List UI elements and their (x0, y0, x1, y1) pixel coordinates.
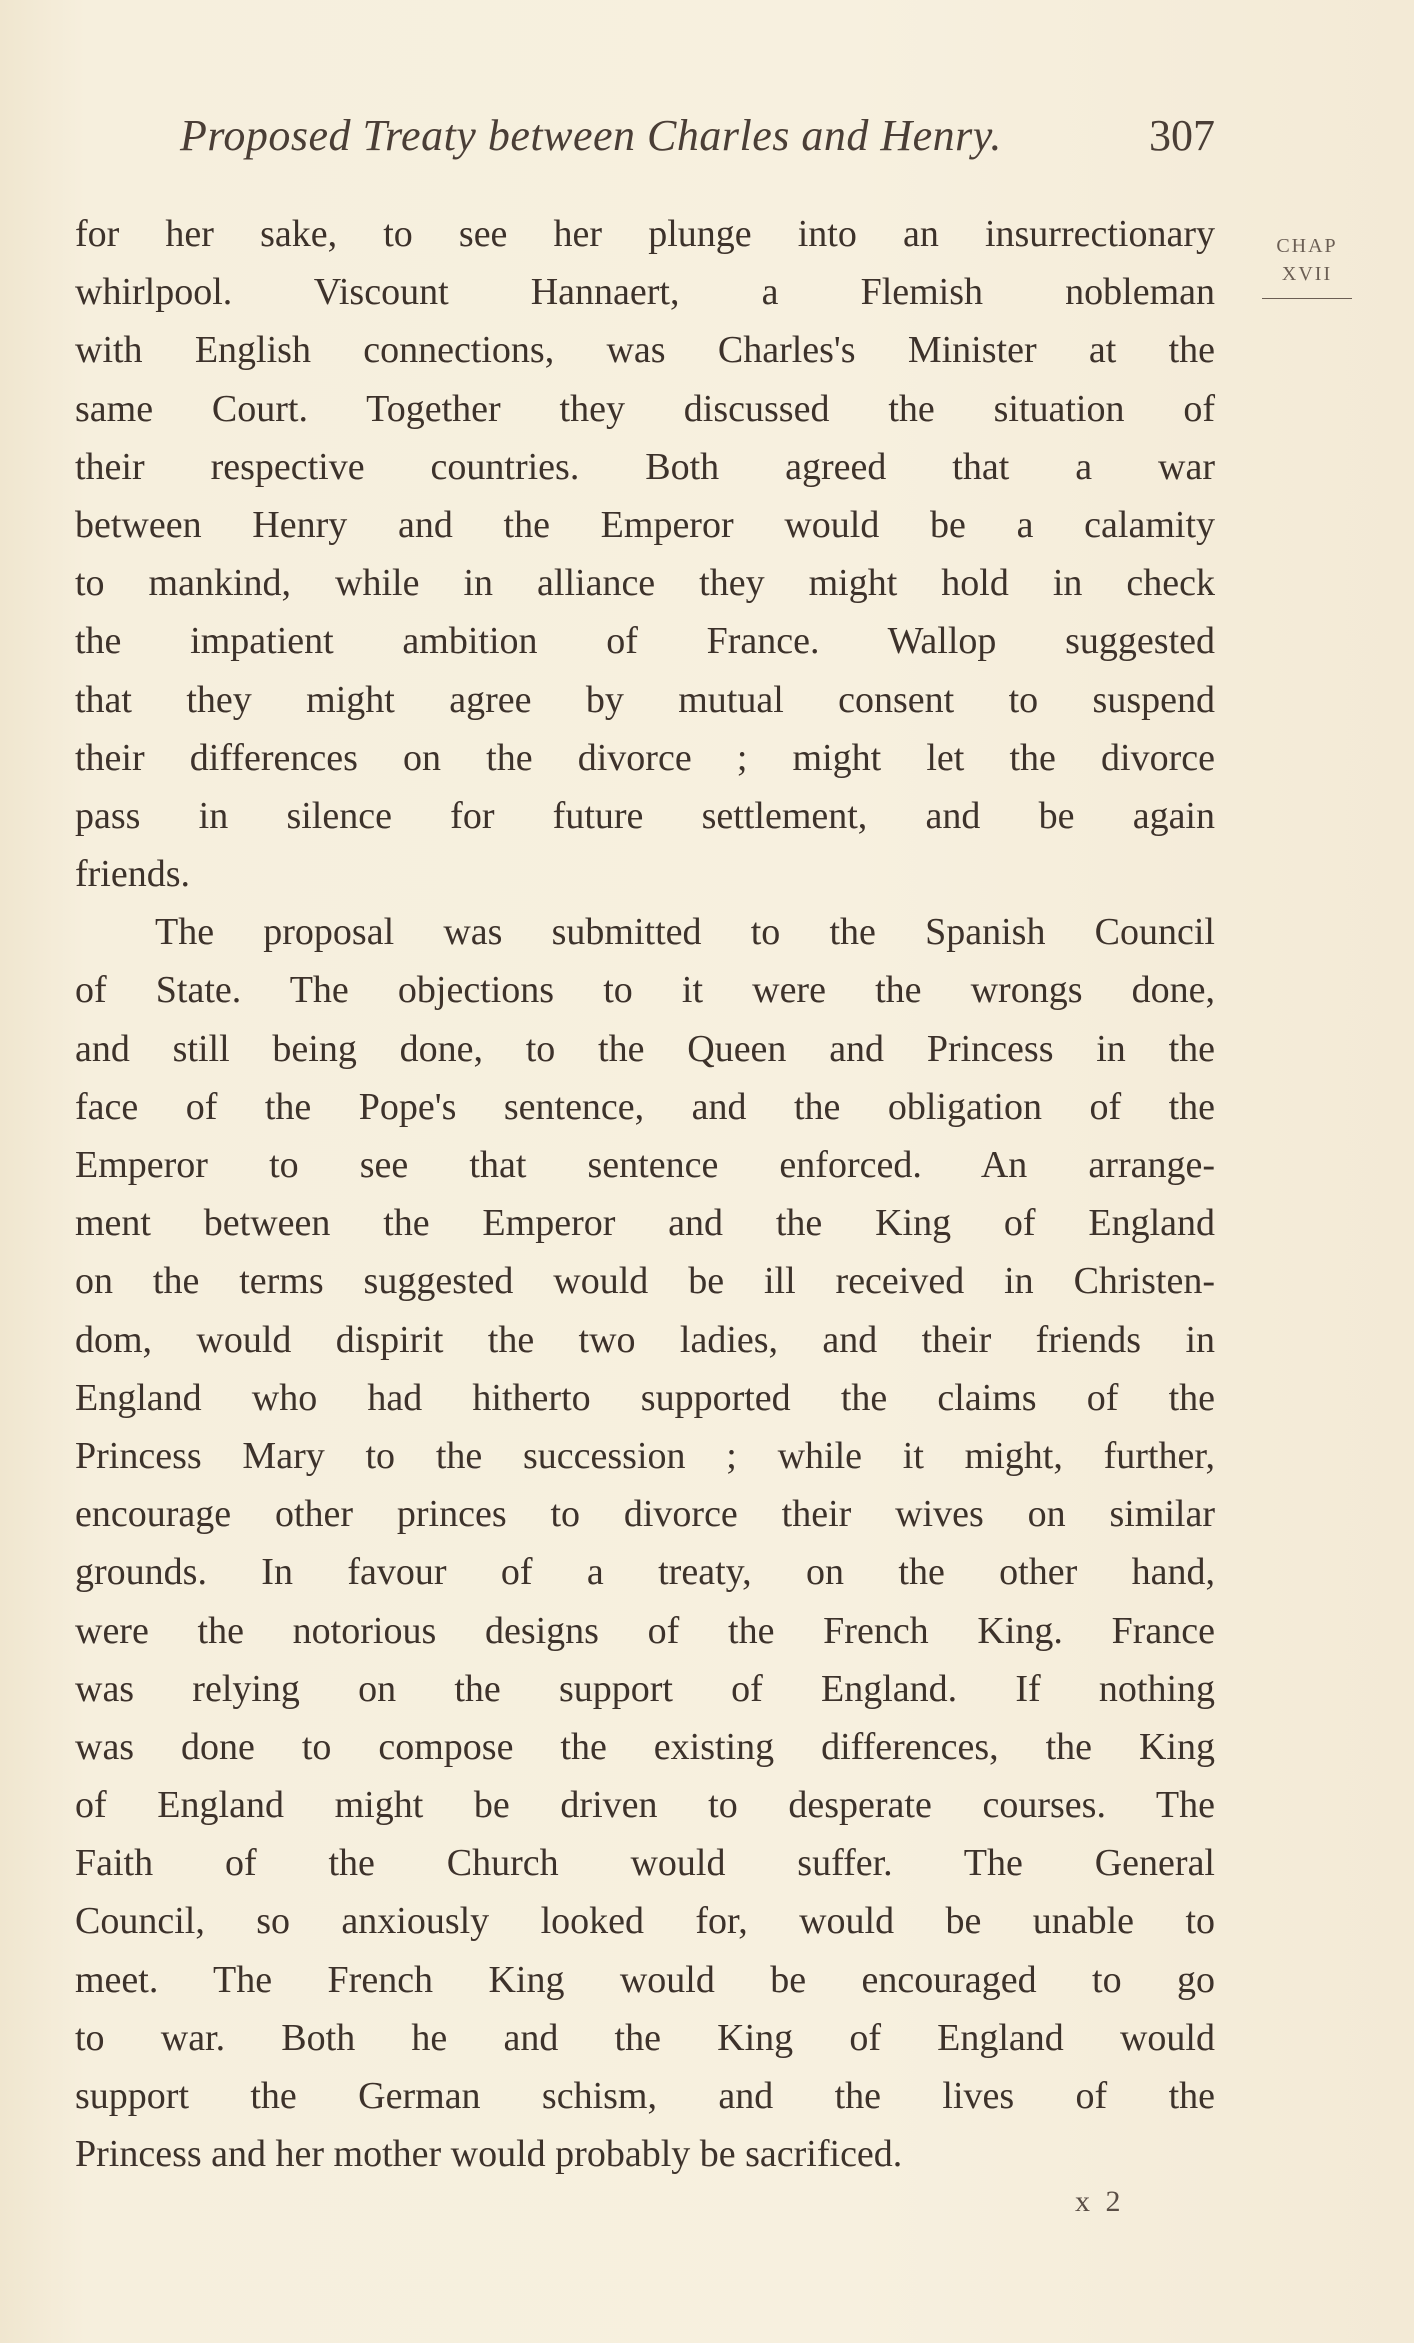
text-line: with English connections, was Charles's Minister at the (75, 329, 1215, 372)
text-line: same Court. Together they discussed the situation of (75, 387, 1215, 430)
text-line: support the German schism, and the lives of the (75, 2075, 1215, 2117)
text-line: Emperor to see that sentence enforced. An arrange- (75, 1144, 1215, 1186)
text-line: England who had hitherto supported the claims of the (75, 1376, 1215, 1419)
running-head (75, 110, 1215, 170)
chapter-margin-note (1262, 232, 1352, 299)
text-line: that they might agree by mutual consent to suspend (75, 678, 1215, 721)
text-line: meet. The French King would be encouraged to go (75, 1958, 1215, 2001)
chapter-number: XVII (1281, 263, 1333, 285)
text-line: of England might be driven to desperate courses. The (75, 1784, 1215, 1827)
body-text (75, 205, 1215, 2183)
running-title: Proposed Treaty between Charles and Henry. (180, 111, 1002, 160)
text-line: grounds. In favour of a treaty, on the other hand, (75, 1551, 1215, 1594)
signature-mark: x 2 (1075, 2185, 1125, 2218)
text-line: friends. (75, 853, 191, 896)
text-line: encourage other princes to divorce their wives on similar (75, 1493, 1215, 1536)
text-line: were the notorious designs of the French King. France (75, 1609, 1215, 1652)
text-line: ment between the Emperor and the King of England (75, 1202, 1215, 1245)
text-line: pass in silence for future settlement, and be again (75, 794, 1215, 837)
text-line: their respective countries. Both agreed that a war (75, 445, 1215, 488)
chapter-label: CHAP (1276, 235, 1338, 257)
text-line: was relying on the support of England. If nothing (75, 1667, 1215, 1710)
text-line: the impatient ambition of France. Wallop suggested (75, 620, 1215, 663)
text-line: Council, so anxiously looked for, would be unable to (75, 1900, 1215, 1943)
text-line: dom, would dispirit the two ladies, and their friends in (75, 1318, 1215, 1361)
page-number: 307 (1149, 111, 1215, 160)
text-line: to mankind, while in alliance they might hold in check (75, 562, 1215, 605)
text-line: their differences on the divorce ; might let the divorce (75, 736, 1215, 779)
text-line: and still being done, to the Queen and Princess in the (75, 1027, 1215, 1070)
text-line: to war. Both he and the King of England would (75, 2016, 1215, 2059)
text-line: whirlpool. Viscount Hannaert, a Flemish nobleman (75, 271, 1215, 314)
text-line: on the terms suggested would be ill received in Christen- (75, 1260, 1215, 1303)
text-line: The proposal was submitted to the Spanish Council (155, 911, 1215, 954)
text-line: face of the Pope's sentence, and the obligation of the (75, 1085, 1215, 1128)
margin-rule (1262, 298, 1352, 299)
text-line: Princess and her mother would probably be sacrificed. (75, 2133, 903, 2176)
text-line: of State. The objections to it were the wrongs done, (75, 969, 1215, 1012)
text-line: Faith of the Church would suffer. The General (75, 1842, 1215, 1885)
text-line: between Henry and the Emperor would be a calamity (75, 503, 1215, 546)
text-line: for her sake, to see her plunge into an insurrectionary (75, 213, 1215, 255)
text-line: Princess Mary to the succession ; while it might, further, (75, 1434, 1215, 1477)
text-line: was done to compose the existing differences, the King (75, 1725, 1215, 1768)
